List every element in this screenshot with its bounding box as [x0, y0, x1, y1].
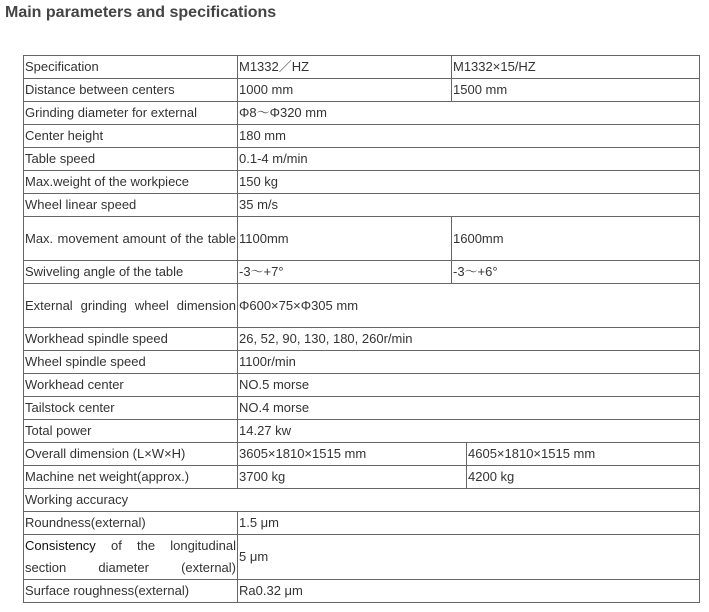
- row-label: Tailstock center: [24, 397, 238, 420]
- row-label: Grinding diameter for external: [24, 102, 238, 125]
- table-row: [24, 328, 700, 351]
- row-label: External grinding wheel dimension: [24, 284, 238, 328]
- value-cell: 1600mm: [452, 217, 700, 261]
- table-row: [24, 102, 700, 125]
- table-row: [24, 466, 700, 489]
- value-cell: 3605×1810×1515 mm: [238, 443, 467, 466]
- value-cell: 4200 kg: [467, 466, 700, 489]
- row-label: Specification: [24, 56, 238, 79]
- table-row: [24, 535, 700, 580]
- row-label: Workhead center: [24, 374, 238, 397]
- value-cell: M1332×15/HZ: [452, 56, 700, 79]
- spec-table: [23, 55, 700, 603]
- row-label: [24, 535, 238, 580]
- value-cell: 1100mm: [238, 217, 452, 261]
- value-cell: 14.27 kw: [238, 420, 700, 443]
- row-label: Distance between centers: [24, 79, 238, 102]
- value-cell: Φ8～Φ320 mm: [238, 102, 700, 125]
- table-row: [24, 351, 700, 374]
- row-label-rest: of the longitudinal section diameter (external): [25, 538, 236, 575]
- table-row: [24, 148, 700, 171]
- row-label: Wheel spindle speed: [24, 351, 238, 374]
- row-label: Machine net weight(approx.): [24, 466, 238, 489]
- value-cell: 35 m/s: [238, 194, 700, 217]
- value-cell: -3～+7°: [238, 261, 452, 284]
- value-cell: Ra0.32 μm: [238, 580, 700, 603]
- value-cell: 4605×1810×1515 mm: [467, 443, 700, 466]
- row-label: Roundness(external): [24, 512, 238, 535]
- section-label: Working accuracy: [24, 489, 700, 512]
- row-label-start: Consistency: [25, 538, 96, 553]
- table-row: [24, 125, 700, 148]
- value-cell: NO.5 morse: [238, 374, 700, 397]
- table-row: [24, 489, 700, 512]
- table-row: [24, 420, 700, 443]
- value-cell: 1000 mm: [238, 79, 452, 102]
- value-cell: 1.5 μm: [238, 512, 700, 535]
- table-row: [24, 79, 700, 102]
- table-row: [24, 56, 700, 79]
- value-cell: 1100r/min: [238, 351, 700, 374]
- value-cell: 5 μm: [238, 535, 700, 580]
- value-cell: NO.4 morse: [238, 397, 700, 420]
- page-title: Main parameters and specifications: [5, 4, 277, 21]
- row-label: Surface roughness(external): [24, 580, 238, 603]
- table-row: [24, 284, 700, 328]
- value-cell: Φ600×75×Φ305 mm: [238, 284, 700, 328]
- row-label: Max. movement amount of the table: [24, 217, 238, 261]
- row-label: Workhead spindle speed: [24, 328, 238, 351]
- row-label: Max.weight of the workpiece: [24, 171, 238, 194]
- value-cell: 1500 mm: [452, 79, 700, 102]
- table-row: [24, 374, 700, 397]
- table-row: [24, 194, 700, 217]
- value-cell: M1332／HZ: [238, 56, 452, 79]
- value-cell: 150 kg: [238, 171, 700, 194]
- row-label: Total power: [24, 420, 238, 443]
- table-row: [24, 217, 700, 261]
- value-cell: -3～+6°: [452, 261, 700, 284]
- row-label: Wheel linear speed: [24, 194, 238, 217]
- table-row: [24, 397, 700, 420]
- table-row: [24, 171, 700, 194]
- row-label: Swiveling angle of the table: [24, 261, 238, 284]
- value-cell: 0.1-4 m/min: [238, 148, 700, 171]
- value-cell: 26, 52, 90, 130, 180, 260r/min: [238, 328, 700, 351]
- row-label: Overall dimension (L×W×H): [24, 443, 238, 466]
- value-cell: 180 mm: [238, 125, 700, 148]
- value-cell: 3700 kg: [238, 466, 467, 489]
- table-row: [24, 580, 700, 603]
- table-row: [24, 443, 700, 466]
- row-label: Center height: [24, 125, 238, 148]
- table-row: [24, 261, 700, 284]
- table-row: [24, 512, 700, 535]
- row-label: Table speed: [24, 148, 238, 171]
